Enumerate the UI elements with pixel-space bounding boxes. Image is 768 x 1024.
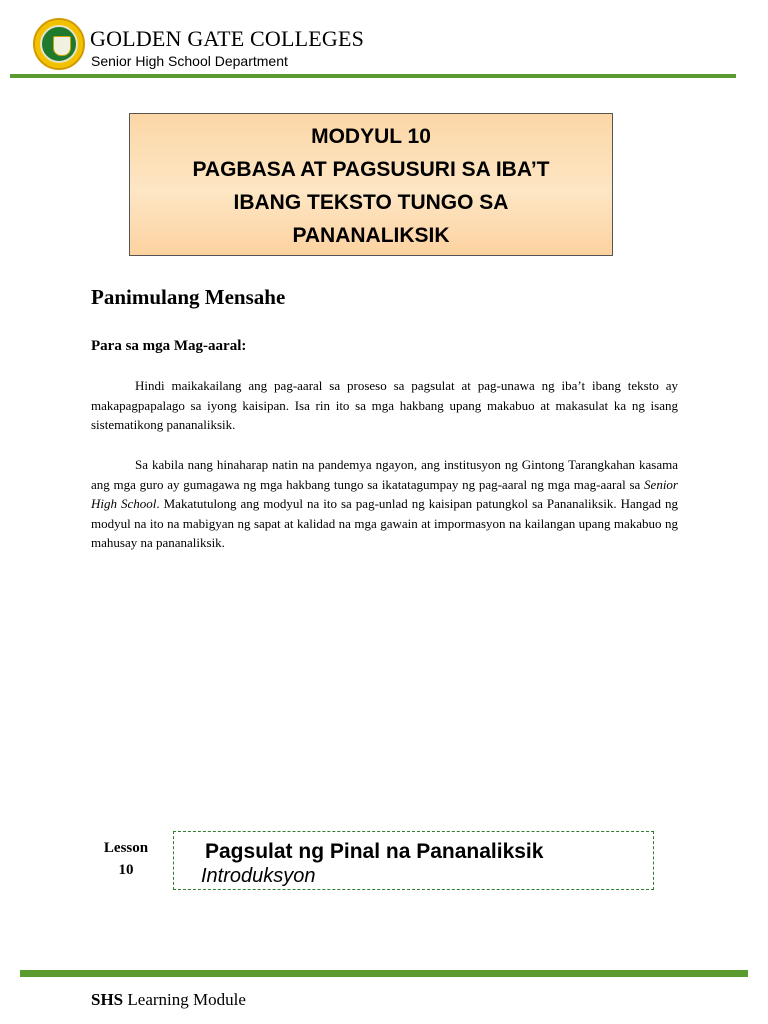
page-footer: [91, 990, 246, 1010]
salutation: Para sa mga Mag-aaral:: [91, 338, 247, 354]
school-seal-icon: [33, 18, 85, 70]
module-title-line: PAGBASA AT PAGSUSURI SA IBA’T: [192, 158, 550, 181]
seal-shield-icon: [53, 36, 71, 56]
lesson-label: [98, 837, 154, 881]
intro-paragraph-1: Hindi maikakailang ang pag-aaral sa proseso sa pagsulat at pag-unawa ng iba’t ibang teksto ay makapagpapalago sa iyong kaisipan. Isa rin ito sa mga hakbang upang makabuo at makasulat ka ng isang sistematikong pananaliksik.: [91, 378, 678, 433]
module-title-line: IBANG TEKSTO TUNGO SA: [233, 191, 509, 214]
emphasized-text: Senior High School: [91, 476, 678, 512]
lesson-number: 10: [118, 862, 134, 878]
department-name: Senior High School Department: [91, 53, 288, 69]
lesson-title: Pagsulat ng Pinal na Pananaliksik: [205, 840, 544, 863]
intro-paragraph-2: [91, 455, 678, 553]
lesson-word: Lesson: [103, 840, 149, 856]
header-divider: [10, 74, 736, 78]
lesson-subtitle: Introduksyon: [201, 865, 316, 887]
footer-text: Learning Module: [123, 990, 246, 1009]
section-heading: Panimulang Mensahe: [91, 285, 286, 309]
module-number: MODYUL 10: [311, 125, 431, 148]
footer-bold: SHS: [91, 990, 124, 1009]
seal-ring: [40, 25, 78, 63]
page-header: [0, 0, 768, 80]
paragraph-text: Sa kabila nang hinaharap natin na pandemya ngayon, ang institusyon ng Gintong Tarangkahan kasama ang mga guro ay gumagawa ng mga hakbang tungo sa ikatatagumpay ng pag-aaral ng mga mag-aaral sa: [91, 457, 678, 492]
footer-divider: [20, 970, 748, 977]
school-name: GOLDEN GATE COLLEGES: [90, 26, 365, 51]
module-title-box: [129, 113, 613, 256]
lesson-title-box: [173, 831, 654, 890]
module-title-line: PANANALIKSIK: [292, 224, 450, 247]
paragraph-text: . Makatutulong ang modyul na ito sa pag-unlad ng kaisipan patungkol sa Pananaliksik. Hangad ng modyul na ito na mabigyan ng sapat at kalidad na mga gawain at impormasyon na kailangan upang makabuo ng mahusay na pananaliksik.: [91, 496, 678, 551]
